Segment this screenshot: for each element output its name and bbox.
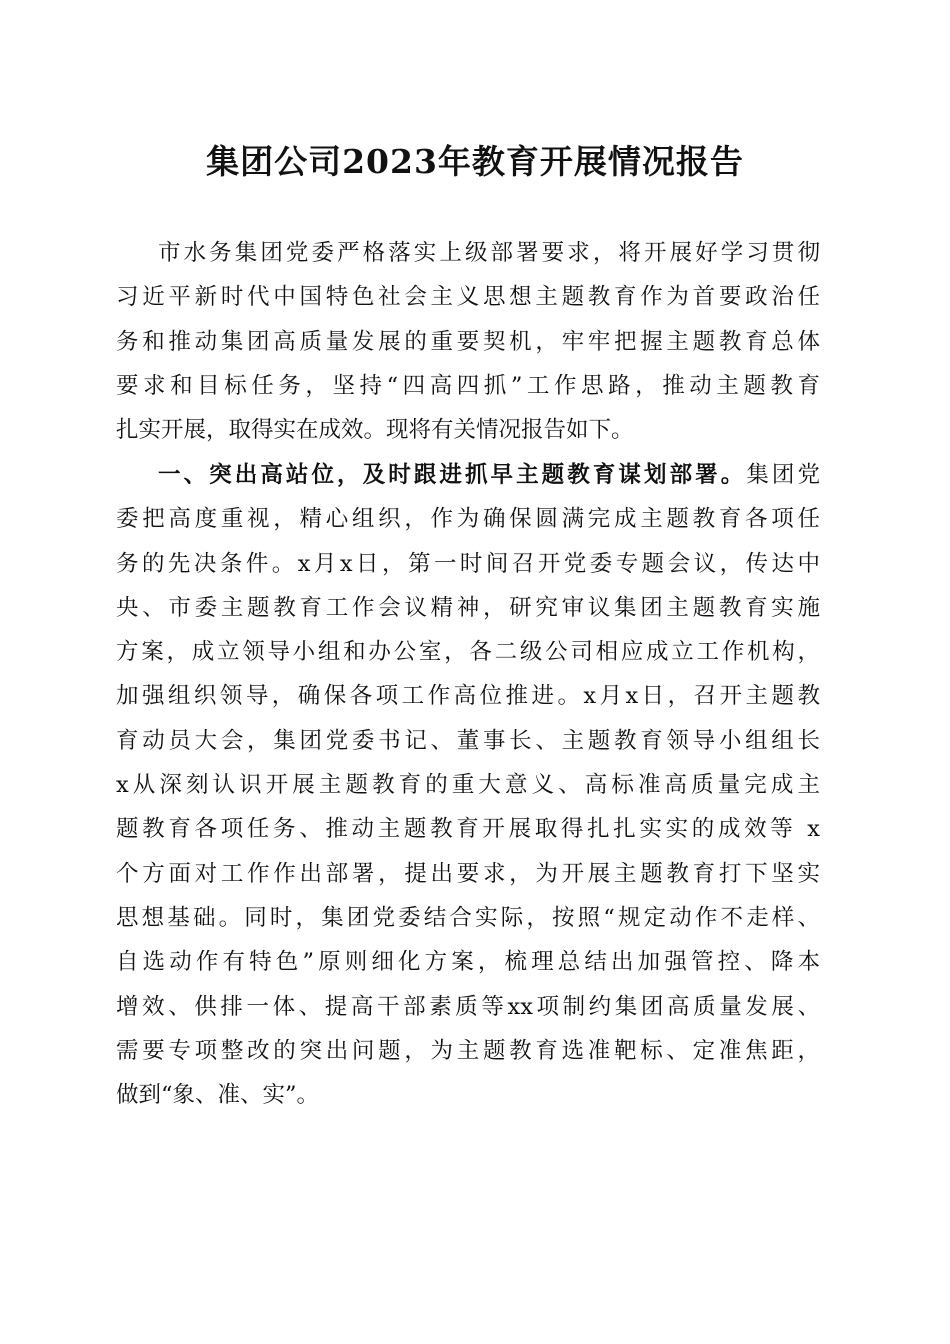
paragraph-line: 市水务集团党委严格落实上级部署要求，将开展好学习贯彻 <box>158 240 820 266</box>
paragraph-intro <box>116 231 820 452</box>
paragraph-line: 委把高度重视，精心组织，作为确保圆满完成主题教育各项任 <box>116 506 820 533</box>
paragraph-line: x从深刻认识开展主题教育的重大意义、高标准高质量完成主 <box>116 772 820 799</box>
paragraph-line: 思想基础。同时，集团党委结合实际，按照“规定动作不走样、 <box>116 904 820 931</box>
paragraph-line: 务的先决条件。x月x日，第一时间召开党委专题会议，传达中 <box>116 550 820 577</box>
paragraph-section-1 <box>116 453 820 1117</box>
paragraph-line: 要求和目标任务，坚持“四高四抓”工作思路，推动主题教育 <box>116 372 820 399</box>
paragraph-line: 方案，成立领导小组和办公室，各二级公司相应成立工作机构， <box>116 639 820 666</box>
document-title: 集团公司2023年教育开展情况报告 <box>206 142 744 181</box>
paragraph-line <box>116 453 820 497</box>
paragraph-line: 做到“象、准、实”。 <box>116 1082 320 1109</box>
paragraph-text: 集团党 <box>746 462 820 488</box>
paragraph-line: 个方面对工作作出部署，提出要求，为开展主题教育打下坚实 <box>116 860 820 887</box>
paragraph-line: 增效、供排一体、提高干部素质等xx项制约集团高质量发展、 <box>116 993 820 1020</box>
paragraph-line: 需要专项整改的突出问题，为主题教育选准靶标、定准焦距， <box>116 1037 820 1064</box>
paragraph-line: 题教育各项任务、推动主题教育开展取得扎扎实实的成效等 x <box>116 816 820 843</box>
paragraph-line: 育动员大会，集团党委书记、董事长、主题教育领导小组组长 <box>116 727 820 754</box>
paragraph-line: 习近平新时代中国特色社会主义思想主题教育作为首要政治任 <box>116 284 820 311</box>
section-heading: 一、突出高站位，及时跟进抓早主题教育谋划部署。 <box>158 462 747 488</box>
paragraph-line: 自选动作有特色”原则细化方案，梳理总结出加强管控、降本 <box>116 949 820 976</box>
paragraph-line: 央、市委主题教育工作会议精神，研究审议集团主题教育实施 <box>116 594 820 621</box>
paragraph-line: 扎实开展，取得实在成效。现将有关情况报告如下。 <box>116 417 634 444</box>
paragraph-line: 加强组织领导，确保各项工作高位推进。x月x日，召开主题教 <box>116 683 820 710</box>
paragraph-line: 务和推动集团高质量发展的重要契机，牢牢把握主题教育总体 <box>116 328 820 355</box>
